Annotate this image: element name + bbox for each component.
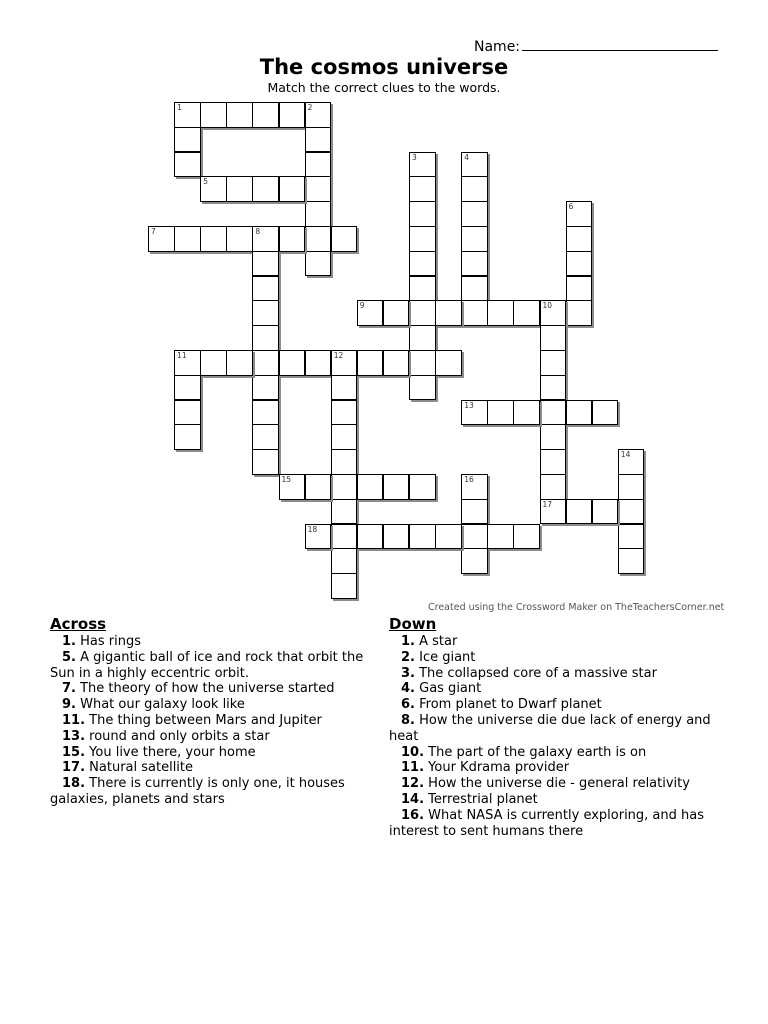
- crossword-cell[interactable]: [409, 276, 436, 302]
- clue-number: 6.: [401, 697, 415, 713]
- crossword-cell[interactable]: [461, 400, 488, 426]
- crossword-cell[interactable]: [252, 375, 279, 401]
- clue-number: 14.: [401, 791, 425, 807]
- clue-text: The collapsed core of a massive star: [414, 665, 657, 681]
- down-clue: [389, 666, 714, 682]
- crossword-cell[interactable]: [566, 226, 593, 252]
- clue-number: 11.: [62, 712, 86, 728]
- clue-text: A gigantic ball of ice and rock that orbit the Sun in a highly eccentric orbit.: [50, 649, 364, 681]
- crossword-cell[interactable]: [461, 226, 488, 252]
- crossword-cell[interactable]: [540, 325, 567, 351]
- crossword-cell[interactable]: [174, 350, 201, 376]
- crossword-cell[interactable]: [461, 524, 488, 550]
- crossword-cell[interactable]: [540, 375, 567, 401]
- cell-number: 3: [412, 152, 417, 162]
- crossword-cell[interactable]: [252, 300, 279, 326]
- crossword-cell[interactable]: [174, 102, 201, 128]
- page-title: The cosmos universe: [259, 55, 509, 79]
- crossword-cell[interactable]: [357, 474, 384, 500]
- clue-number: 1.: [401, 634, 415, 649]
- across-clue: [50, 760, 370, 776]
- down-clue: [389, 760, 714, 776]
- crossword-cell[interactable]: [331, 350, 358, 376]
- crossword-cell[interactable]: [409, 176, 436, 202]
- crossword-cell[interactable]: [461, 474, 488, 500]
- cell-number: 1: [177, 103, 182, 112]
- crossword-cell[interactable]: [226, 350, 253, 376]
- crossword-cell[interactable]: [200, 102, 227, 128]
- crossword-cell[interactable]: [383, 300, 410, 326]
- crossword-cell[interactable]: [331, 548, 358, 574]
- across-clue: [50, 745, 370, 761]
- crossword-cell[interactable]: [383, 524, 410, 550]
- crossword-cell[interactable]: [409, 375, 436, 401]
- clue-number: 17.: [62, 760, 86, 776]
- clue-text: round and only orbits a star: [85, 728, 270, 744]
- crossword-cell[interactable]: [435, 524, 462, 550]
- crossword-cell[interactable]: [226, 176, 253, 202]
- clue-text: The thing between Mars and Jupiter: [85, 712, 322, 728]
- clue-text: Gas giant: [414, 681, 482, 697]
- crossword-cell[interactable]: [331, 375, 358, 401]
- crossword-cell[interactable]: [618, 524, 645, 550]
- crossword-cell[interactable]: [513, 524, 540, 550]
- crossword-cell[interactable]: [357, 524, 384, 550]
- crossword-cell[interactable]: [540, 400, 567, 426]
- clue-number: 1.: [62, 634, 76, 649]
- crossword-cell[interactable]: [409, 474, 436, 500]
- crossword-cell[interactable]: [618, 548, 645, 574]
- crossword-cell[interactable]: [461, 548, 488, 574]
- crossword-cell[interactable]: [461, 152, 488, 178]
- crossword-cell[interactable]: [331, 474, 358, 500]
- across-clue: [50, 729, 370, 745]
- clue-text: From planet to Dwarf planet: [414, 697, 602, 713]
- crossword-cell[interactable]: [566, 499, 593, 525]
- crossword-cell[interactable]: [435, 300, 462, 326]
- crossword-cell[interactable]: [305, 127, 332, 153]
- crossword-cell[interactable]: [618, 474, 645, 500]
- crossword-cell[interactable]: [252, 102, 279, 128]
- crossword-cell[interactable]: [331, 524, 358, 550]
- crossword-cell[interactable]: [305, 524, 332, 550]
- cell-number: 13: [464, 400, 474, 410]
- crossword-cell[interactable]: [357, 300, 384, 326]
- crossword-cell[interactable]: [174, 375, 201, 401]
- crossword-cell[interactable]: [226, 102, 253, 128]
- clue-number: 7.: [62, 681, 76, 697]
- crossword-cell[interactable]: [305, 176, 332, 202]
- across-clue: [50, 776, 370, 808]
- crossword-cell[interactable]: [540, 474, 567, 500]
- crossword-cell[interactable]: [409, 251, 436, 277]
- clue-text: Ice giant: [414, 649, 476, 665]
- across-clue: [50, 697, 370, 713]
- cell-number: 8: [255, 227, 261, 236]
- crossword-cell[interactable]: [252, 449, 279, 475]
- down-clue: [389, 745, 714, 761]
- down-clue: [389, 634, 714, 650]
- clue-number: 3.: [401, 665, 415, 681]
- clue-number: 16.: [401, 807, 425, 823]
- clue-text: Has rings: [75, 634, 141, 649]
- across-clue: [50, 650, 370, 682]
- clue-number: 12.: [401, 776, 425, 792]
- cell-number: 17: [542, 499, 553, 509]
- down-clue: [389, 681, 714, 697]
- across-clue-list: [50, 634, 370, 808]
- crossword-cell[interactable]: [409, 325, 436, 351]
- cell-number: 14: [620, 450, 631, 460]
- crossword-cell[interactable]: [461, 201, 488, 227]
- crossword-cell[interactable]: [200, 176, 227, 202]
- cell-number: 12: [333, 351, 344, 360]
- crossword-cell[interactable]: [252, 276, 279, 302]
- crossword-cell[interactable]: [200, 350, 227, 376]
- down-clue: [389, 697, 714, 713]
- crossword-cell[interactable]: [618, 449, 645, 475]
- crossword-cell[interactable]: [409, 152, 436, 178]
- clue-text: A star: [414, 634, 458, 649]
- crossword-cell[interactable]: [592, 499, 619, 525]
- crossword-cell[interactable]: [331, 573, 358, 599]
- crossword-cell[interactable]: [331, 424, 358, 450]
- cell-number: 4: [464, 152, 469, 162]
- down-heading: Down: [389, 615, 437, 633]
- clue-number: 8.: [401, 712, 415, 728]
- across-clues: [50, 614, 370, 808]
- clue-text: What our galaxy look like: [75, 697, 245, 713]
- crossword-cell[interactable]: [357, 350, 384, 376]
- cell-number: 10: [542, 301, 553, 311]
- crossword-cell[interactable]: [252, 350, 279, 376]
- crossword-cell[interactable]: [174, 400, 201, 426]
- crossword-cell[interactable]: [279, 102, 306, 128]
- crossword-cell[interactable]: [331, 226, 358, 252]
- crossword-cell[interactable]: [174, 152, 201, 178]
- crossword-cell[interactable]: [566, 201, 593, 227]
- clue-text: You live there, your home: [85, 744, 256, 760]
- crossword-cell[interactable]: [383, 350, 410, 376]
- crossword-cell[interactable]: [331, 499, 358, 525]
- down-clue: [389, 713, 714, 745]
- crossword-cell[interactable]: [566, 300, 593, 326]
- crossword-cell[interactable]: [383, 474, 410, 500]
- cell-number: 5: [203, 177, 208, 187]
- clue-number: 11.: [401, 760, 425, 776]
- crossword-cell[interactable]: [305, 152, 332, 178]
- crossword-cell[interactable]: [566, 276, 593, 302]
- crossword-cell[interactable]: [487, 524, 514, 550]
- cell-number: 18: [307, 524, 318, 534]
- crossword-cell[interactable]: [435, 350, 462, 376]
- crossword-cell[interactable]: [409, 350, 436, 376]
- crossword-cell[interactable]: [566, 400, 593, 426]
- clue-text: How the universe die - general relativity: [424, 776, 690, 792]
- clue-number: 18.: [62, 776, 86, 792]
- clue-text: How the universe die due lack of energy and heat: [389, 712, 711, 744]
- crossword-cell[interactable]: [252, 251, 279, 277]
- crossword-cell[interactable]: [331, 449, 358, 475]
- crossword-cell[interactable]: [200, 226, 227, 252]
- crossword-cell[interactable]: [618, 499, 645, 525]
- crossword-cell[interactable]: [305, 102, 332, 128]
- crossword-cell[interactable]: [513, 400, 540, 426]
- crossword-cell[interactable]: [487, 300, 514, 326]
- down-clue-list: [389, 634, 714, 839]
- clue-text: Terrestrial planet: [424, 791, 538, 807]
- crossword-cell[interactable]: [252, 424, 279, 450]
- crossword-cell[interactable]: [461, 176, 488, 202]
- down-clues: [389, 614, 714, 839]
- cell-number: 15: [281, 475, 292, 484]
- crossword-cell[interactable]: [174, 424, 201, 450]
- clue-text: There is currently is only one, it houses galaxies, planets and stars: [50, 776, 345, 807]
- crossword-cell[interactable]: [540, 424, 567, 450]
- crossword-cell[interactable]: [409, 300, 436, 326]
- crossword-cell[interactable]: [409, 201, 436, 227]
- name-blank-line[interactable]: [522, 38, 718, 51]
- cell-number: 7: [151, 227, 156, 236]
- across-clue: [50, 713, 370, 729]
- crossword-cell[interactable]: [252, 400, 279, 426]
- down-clue: [389, 650, 714, 666]
- crossword-cell[interactable]: [279, 176, 306, 202]
- crossword-cell[interactable]: [305, 474, 332, 500]
- crossword-cell[interactable]: [513, 300, 540, 326]
- crossword-cell[interactable]: [540, 499, 567, 525]
- crossword-cell[interactable]: [487, 400, 514, 426]
- clue-text: The theory of how the universe started: [75, 681, 335, 697]
- crossword-cell[interactable]: [461, 276, 488, 302]
- crossword-cell[interactable]: [148, 226, 175, 252]
- crossword-cell[interactable]: [305, 226, 332, 252]
- clue-text: Natural satellite: [85, 760, 194, 776]
- down-clue: [389, 792, 714, 808]
- clue-number: 2.: [401, 649, 415, 665]
- down-clue: [389, 808, 714, 840]
- clue-text: What NASA is currently exploring, and has interest to sent humans there: [389, 807, 705, 839]
- cell-number: 9: [359, 301, 365, 311]
- crossword-cell[interactable]: [540, 449, 567, 475]
- clue-number: 13.: [62, 728, 86, 744]
- crossword-cell[interactable]: [279, 226, 306, 252]
- clue-text: The part of the galaxy earth is on: [424, 744, 647, 760]
- name-field[interactable]: [474, 38, 718, 55]
- crossword-cell[interactable]: [331, 400, 358, 426]
- cell-number: 16: [464, 475, 474, 484]
- clue-number: 9.: [62, 697, 76, 713]
- crossword-cell[interactable]: [461, 300, 488, 326]
- crossword-cell[interactable]: [409, 226, 436, 252]
- across-clue: [50, 681, 370, 697]
- crossword-cell[interactable]: [540, 300, 567, 326]
- name-label: Name:: [474, 39, 521, 55]
- across-clue: [50, 634, 370, 650]
- cell-number: 2: [307, 103, 313, 112]
- credit-text: Created using the Crossword Maker on TheTeachersCorner.net: [428, 602, 725, 613]
- crossword-cell[interactable]: [592, 400, 619, 426]
- crossword-cell[interactable]: [566, 251, 593, 277]
- crossword-cell[interactable]: [174, 226, 201, 252]
- crossword-cell[interactable]: [252, 226, 279, 252]
- down-clue: [389, 776, 714, 792]
- crossword-cell[interactable]: [226, 226, 253, 252]
- across-heading: Across: [50, 615, 107, 633]
- clue-text: Your Kdrama provider: [424, 760, 570, 776]
- clue-number: 10.: [401, 744, 425, 760]
- crossword-cell[interactable]: [461, 251, 488, 277]
- crossword-cell[interactable]: [252, 176, 279, 202]
- crossword-cell[interactable]: [305, 350, 332, 376]
- clue-number: 4.: [401, 681, 415, 697]
- crossword-cell[interactable]: [540, 350, 567, 376]
- crossword-cell[interactable]: [409, 524, 436, 550]
- crossword-cell[interactable]: [305, 201, 332, 227]
- crossword-cell[interactable]: [252, 325, 279, 351]
- cell-number: 11: [177, 351, 187, 360]
- crossword-cell[interactable]: [305, 251, 332, 277]
- crossword-cell[interactable]: [461, 499, 488, 525]
- clue-number: 5.: [62, 649, 76, 665]
- cell-number: 6: [568, 202, 574, 212]
- crossword-cell[interactable]: [279, 350, 306, 376]
- crossword-cell[interactable]: [174, 127, 201, 153]
- page-subtitle: Match the correct clues to the words.: [267, 80, 501, 95]
- clue-number: 15.: [62, 744, 86, 760]
- crossword-cell[interactable]: [279, 474, 306, 500]
